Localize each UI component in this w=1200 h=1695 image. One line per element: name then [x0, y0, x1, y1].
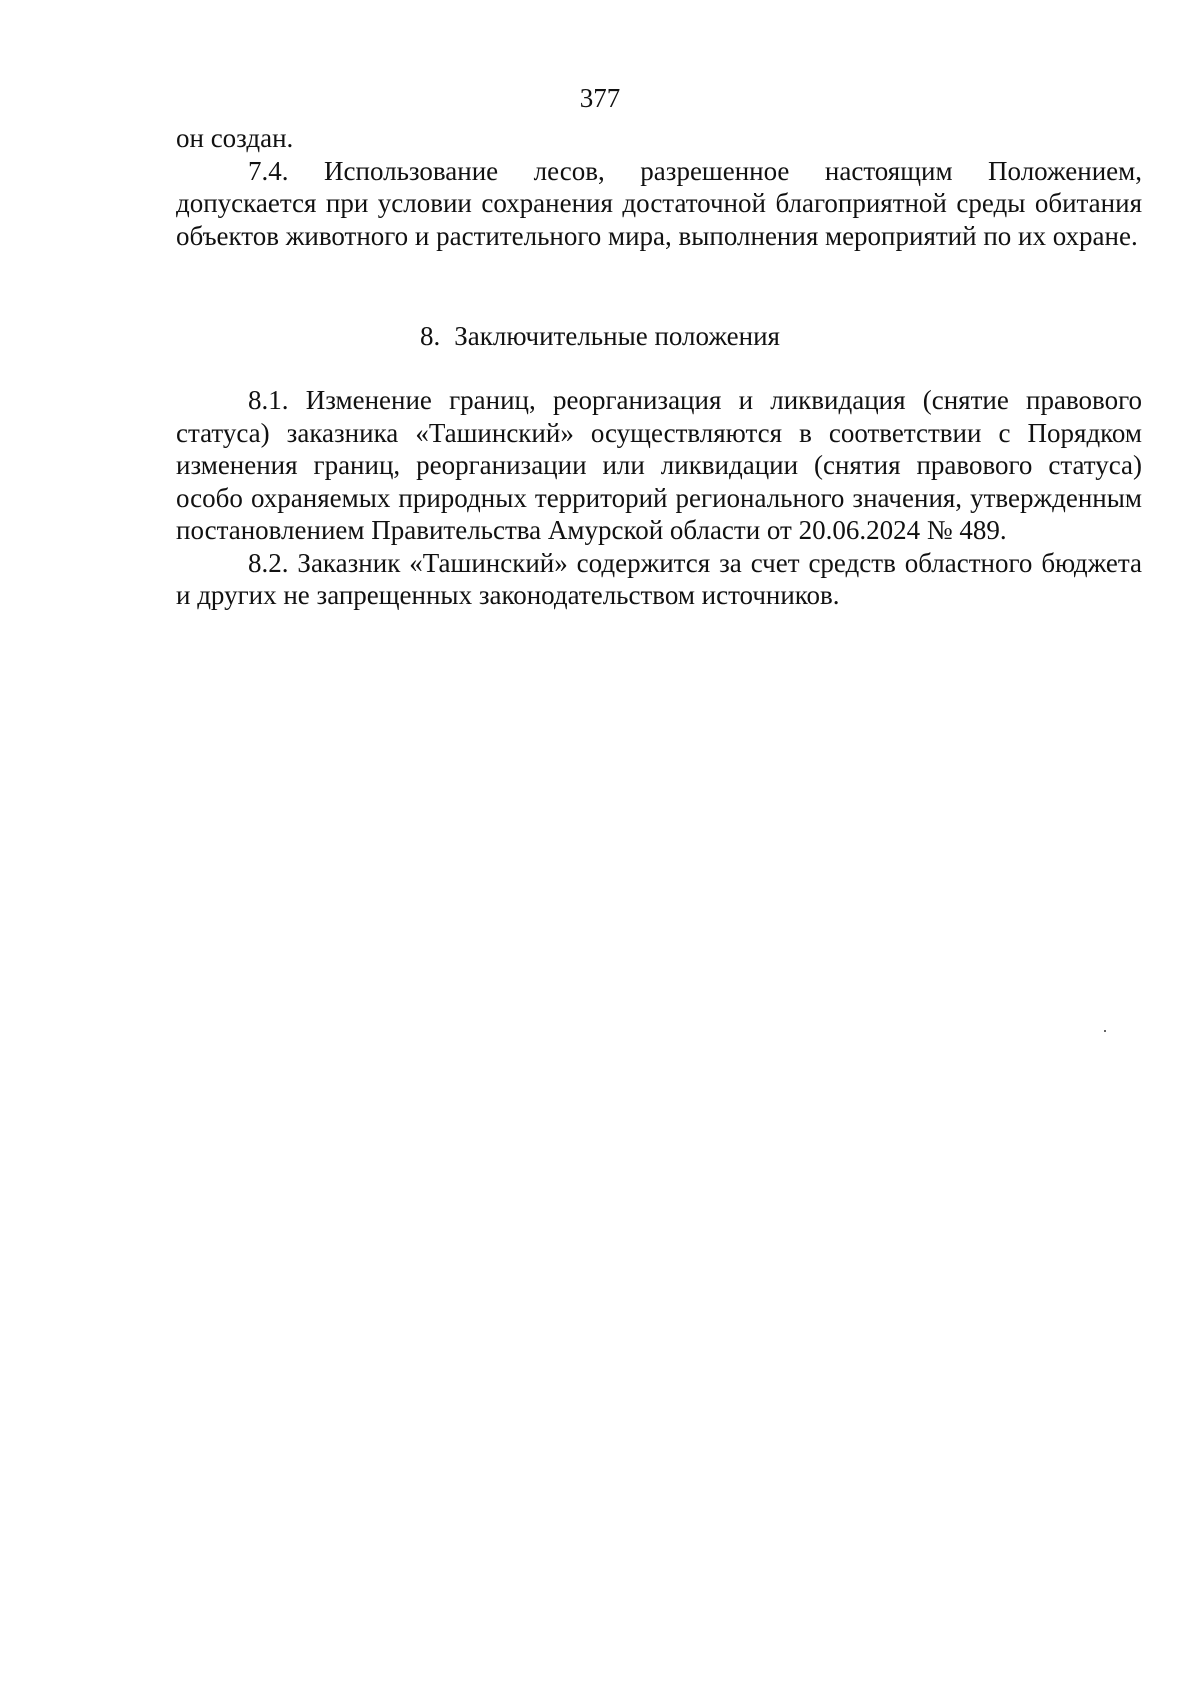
- text-block-section-7: [176, 122, 1142, 252]
- paragraph-8-2: 8.2. Заказник «Ташинский» содержится за счет средств областного бюджета и других не запрещенных законодательством источников.: [176, 547, 1142, 610]
- section-number: 8.: [420, 321, 441, 351]
- section-title: Заключительные положения: [454, 321, 780, 351]
- paragraph-8-1: 8.1. Изменение границ, реорганизация и ликвидация (снятие правового статуса) заказника «Ташинский» осуществляются в соответствии с Порядком изменения границ, реорганизации или ликвидации (снятия правового статуса) особо охраняемых природных территорий регионального значения, утвержденным постановлением Правительства Амурской области от 20.06.2024 № 489.: [176, 385, 1142, 545]
- paragraph-7-4: 7.4. Использование лесов, разрешенное настоящим Положением, допускается при условии сохранения достаточной благоприятной среды обитания объектов животного и растительного мира, выполнения мероприятий по их охране.: [176, 155, 1142, 251]
- text-block-section-8: [176, 384, 1142, 612]
- section-heading-8: [0, 320, 1200, 352]
- page-number: 377: [579, 83, 621, 113]
- paragraph-continuation: он создан.: [176, 123, 294, 153]
- scan-speck: [1104, 1030, 1106, 1032]
